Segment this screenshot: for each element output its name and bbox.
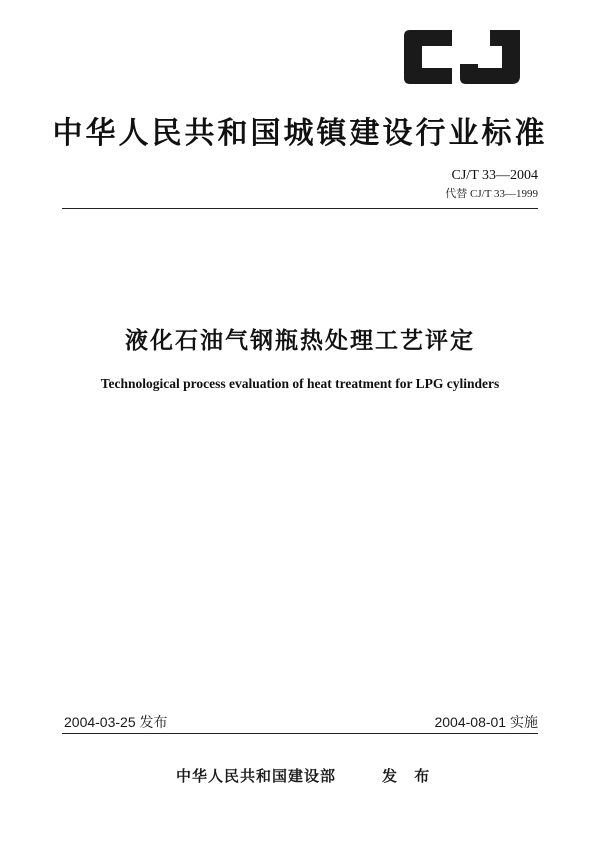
replaces-standard: 代替 CJ/T 33—1999 [445, 188, 538, 200]
document-title-english: Technological process evaluation of heat treatment for LPG cylinders [100, 376, 500, 391]
publisher-name: 中华人民共和国建设部 [176, 767, 337, 785]
header-divider [62, 208, 538, 209]
issue-date: 2004-03-25 发布 [64, 714, 168, 730]
cj-logo-mark [400, 28, 524, 86]
publish-label: 发 布 [382, 767, 436, 785]
implementation-date: 2004-08-01 实施 [434, 714, 538, 730]
cj-logo [400, 28, 524, 86]
standard-number: CJ/T 33—2004 [451, 168, 538, 183]
standard-title: 中华人民共和国城镇建设行业标准 [52, 116, 548, 151]
footer-divider [62, 733, 538, 734]
document-title-chinese: 液化石油气钢瓶热处理工艺评定 [125, 328, 475, 354]
